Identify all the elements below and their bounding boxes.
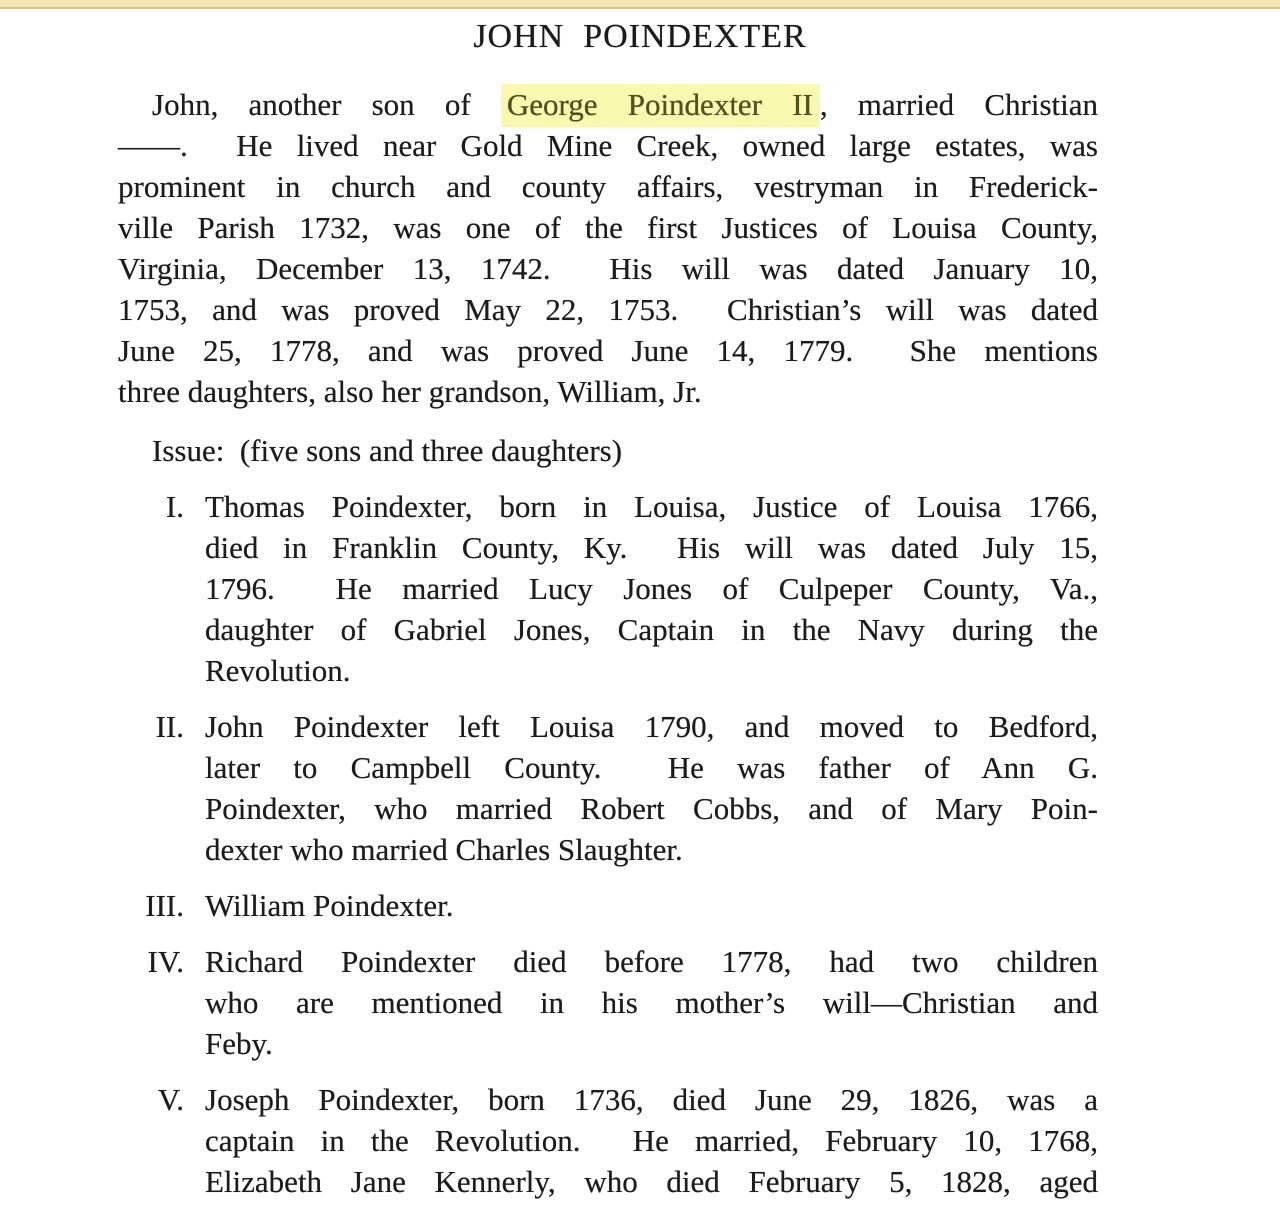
item-line: Thomas Poindexter, born in Louisa, Justice of Louisa 1766, <box>205 489 1098 524</box>
item-line: William Poindexter. <box>205 888 454 923</box>
paragraph-line: three daughters, also her grandson, William, Jr. <box>118 374 702 409</box>
item-line: dexter who married Charles Slaughter. <box>205 832 683 867</box>
item-line: captain in the Revolution. He married, February 10, 1768, <box>205 1123 1098 1158</box>
item-line: John Poindexter left Louisa 1790, and moved to Bedford, <box>205 709 1098 744</box>
roman-numeral: I. <box>165 489 184 524</box>
intro-paragraph <box>118 84 1098 412</box>
item-line: Revolution. <box>205 653 351 688</box>
roman-numeral: V. <box>157 1082 184 1117</box>
issue-item-4 <box>147 941 1098 1064</box>
item-line: Richard Poindexter died before 1778, had two children <box>205 944 1098 979</box>
issue-item-3 <box>145 885 1098 926</box>
paragraph-line: Virginia, December 13, 1742. His will was dated January 10, <box>118 251 1098 286</box>
issue-item-2 <box>155 706 1098 870</box>
item-line: who are mentioned in his mother’s will—Christian and <box>205 985 1098 1020</box>
paragraph-line: prominent in church and county affairs, vestryman in Frederick- <box>118 169 1098 204</box>
paragraph-line: ——. He lived near Gold Mine Creek, owned large estates, was <box>118 128 1098 163</box>
page-body <box>0 84 1280 1202</box>
issue-item-1 <box>165 486 1098 691</box>
item-line: daughter of Gabriel Jones, Captain in the Navy during the <box>205 612 1098 647</box>
highlighted-name: George Poindexter II <box>501 84 820 127</box>
roman-numeral: IV. <box>147 944 184 979</box>
item-line: Elizabeth Jane Kennerly, who died February 5, 1828, aged <box>205 1164 1098 1199</box>
item-line: Feby. <box>205 1026 273 1061</box>
paragraph-line: June 25, 1778, and was proved June 14, 1779. She mentions <box>118 333 1098 368</box>
paragraph-line: ville Parish 1732, was one of the first Justices of Louisa County, <box>118 210 1098 245</box>
item-line: later to Campbell County. He was father of Ann G. <box>205 750 1098 785</box>
item-line: Poindexter, who married Robert Cobbs, and of Mary Poin- <box>205 791 1098 826</box>
paragraph-line <box>118 84 1098 125</box>
text-run: , married Christian <box>819 87 1098 122</box>
item-line: died in Franklin County, Ky. His will was dated July 15, <box>205 530 1098 565</box>
roman-numeral: II. <box>155 709 184 744</box>
roman-numeral: III. <box>145 888 184 923</box>
issue-item-5 <box>157 1079 1098 1202</box>
page-title: JOHN POINDEXTER <box>473 18 807 55</box>
item-line: 1796. He married Lucy Jones of Culpeper County, Va., <box>205 571 1098 606</box>
text-run: John, another son of <box>152 87 501 122</box>
scan-top-edge <box>0 0 1280 9</box>
issue-heading: Issue: (five sons and three daughters) <box>152 433 623 468</box>
item-line: Joseph Poindexter, born 1736, died June 29, 1826, was a <box>205 1082 1098 1117</box>
paragraph-line: 1753, and was proved May 22, 1753. Christian’s will was dated <box>118 292 1098 327</box>
